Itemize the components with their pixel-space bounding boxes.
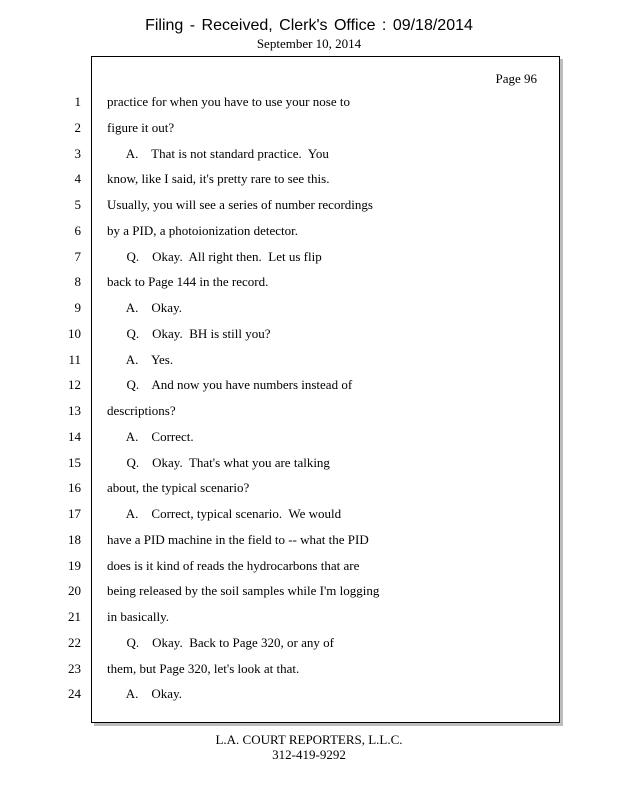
transcript-line	[0, 659, 618, 685]
transcript-line	[0, 478, 618, 504]
transcript-line	[0, 633, 618, 659]
court-reporter-phone: 312-419-9292	[272, 747, 346, 762]
line-text: Q. Okay. All right then. Let us flip	[107, 248, 322, 264]
line-number: 15	[68, 454, 81, 470]
line-text: Q. Okay. That's what you are talking	[107, 454, 330, 470]
transcript-line	[0, 530, 618, 556]
line-text: Q. And now you have numbers instead of	[107, 377, 353, 393]
transcript-lines	[0, 92, 618, 710]
transcript-line	[0, 247, 618, 273]
line-text: descriptions?	[107, 403, 176, 418]
line-number: 24	[68, 686, 81, 702]
line-text: back to Page 144 in the record.	[107, 274, 269, 290]
line-number: 12	[68, 377, 81, 393]
line-number: 17	[68, 506, 81, 521]
line-text: Usually, you will see a series of number recordings	[107, 197, 373, 212]
transcript-line	[0, 607, 618, 633]
line-number: 10	[68, 325, 81, 341]
line-number: 6	[74, 222, 81, 238]
line-number: 5	[74, 197, 81, 212]
line-number: 11	[68, 351, 81, 367]
transcript-line	[0, 375, 618, 401]
page-number: Page 96	[495, 71, 537, 86]
line-text: Q. Okay. Back to Page 320, or any of	[107, 634, 334, 650]
line-text: A. Yes.	[107, 351, 174, 367]
line-number: 18	[68, 531, 81, 547]
line-text: Q. Okay. BH is still you?	[107, 325, 271, 341]
transcript-line	[0, 195, 618, 221]
transcript-line	[0, 556, 618, 582]
line-text: A. Okay.	[107, 686, 182, 702]
transcript-line	[0, 92, 618, 118]
line-number: 21	[68, 609, 81, 624]
line-number: 4	[74, 171, 81, 187]
line-number: 9	[74, 300, 81, 315]
line-number: 22	[68, 634, 81, 650]
line-number: 1	[74, 94, 81, 109]
line-text: have a PID machine in the field to -- what the PID	[107, 531, 369, 547]
line-text: know, like I said, it's pretty rare to see this.	[107, 171, 330, 187]
line-number: 3	[74, 145, 81, 161]
line-text: does is it kind of reads the hydrocarbons that are	[107, 557, 360, 573]
transcript-line	[0, 144, 618, 170]
line-text: A. Okay.	[107, 300, 182, 315]
transcript-line	[0, 401, 618, 427]
line-number: 20	[68, 583, 81, 599]
filing-stamp: Filing - Received, Clerk's Office : 09/18/2014	[145, 17, 473, 34]
line-text: them, but Page 320, let's look at that.	[107, 660, 300, 676]
transcript-line	[0, 427, 618, 453]
line-text: A. Correct, typical scenario. We would	[107, 506, 342, 521]
transcript-line	[0, 453, 618, 479]
line-number: 23	[68, 660, 81, 676]
transcript-date: September 10, 2014	[256, 36, 362, 51]
transcript-line	[0, 169, 618, 195]
transcript-line	[0, 118, 618, 144]
line-text: in basically.	[107, 609, 169, 624]
line-text: A. Correct.	[107, 428, 194, 444]
transcript-line	[0, 504, 618, 530]
line-number: 14	[68, 428, 81, 444]
line-text: by a PID, a photoionization detector.	[107, 222, 298, 238]
line-number: 19	[68, 557, 81, 573]
line-text: being released by the soil samples while I'm logging	[107, 583, 380, 599]
transcript-line	[0, 581, 618, 607]
line-text: A. That is not standard practice. You	[107, 145, 329, 161]
transcript-line	[0, 350, 618, 376]
line-text: figure it out?	[107, 119, 175, 135]
transcript-line	[0, 221, 618, 247]
transcript-line	[0, 684, 618, 710]
transcript-line	[0, 324, 618, 350]
court-reporter-firm: L.A. COURT REPORTERS, L.L.C.	[215, 732, 403, 747]
line-number: 13	[68, 403, 81, 418]
transcript-line	[0, 298, 618, 324]
line-number: 8	[74, 274, 81, 290]
line-text: about, the typical scenario?	[107, 480, 250, 496]
line-number: 16	[68, 480, 81, 496]
line-number: 2	[74, 119, 81, 135]
line-text: practice for when you have to use your nose to	[107, 94, 350, 109]
line-number: 7	[74, 248, 81, 264]
transcript-line	[0, 272, 618, 298]
